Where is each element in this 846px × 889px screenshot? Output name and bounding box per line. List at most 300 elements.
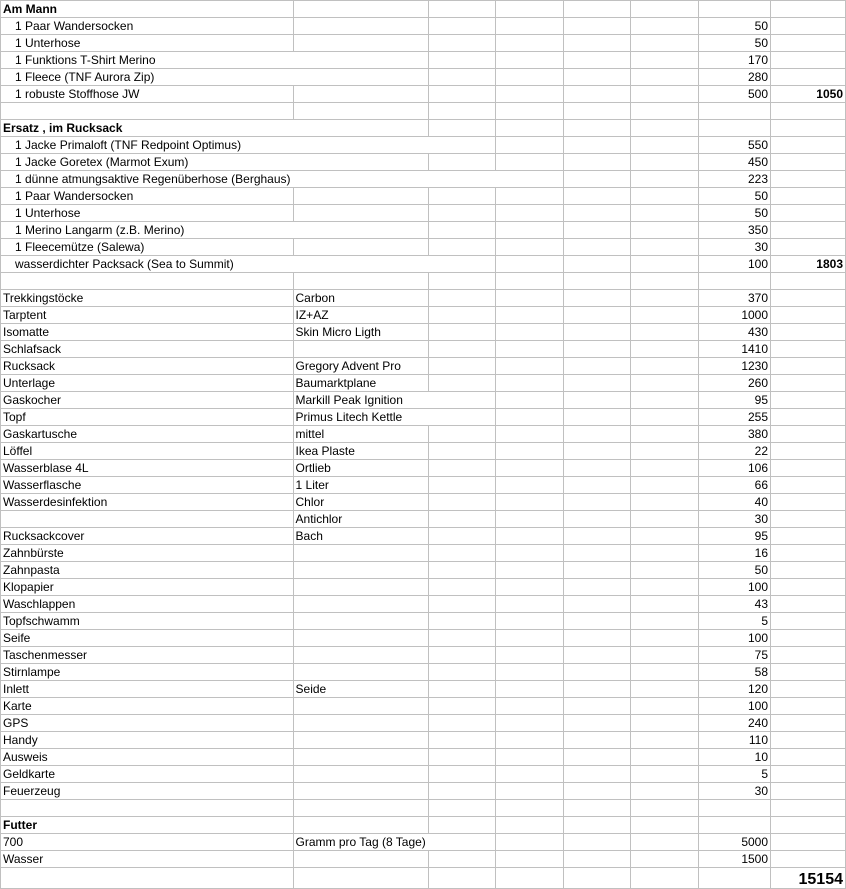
cell[interactable]: [631, 375, 699, 392]
item-name-cell[interactable]: Isomatte: [1, 324, 294, 341]
cell[interactable]: [631, 800, 699, 817]
cell[interactable]: [771, 307, 846, 324]
cell[interactable]: [771, 834, 846, 851]
subtotal-cell[interactable]: 1803: [771, 256, 846, 273]
cell[interactable]: [496, 1, 564, 18]
cell[interactable]: [496, 409, 564, 426]
item-name-cell[interactable]: Stirnlampe: [1, 664, 294, 681]
cell[interactable]: [428, 528, 496, 545]
cell[interactable]: [563, 783, 631, 800]
item-name-cell[interactable]: 1 robuste Stoffhose JW: [1, 86, 294, 103]
cell[interactable]: [428, 52, 496, 69]
cell[interactable]: [563, 392, 631, 409]
item-name-cell[interactable]: Topfschwamm: [1, 613, 294, 630]
cell[interactable]: [563, 120, 631, 137]
cell[interactable]: [293, 749, 428, 766]
cell[interactable]: [496, 630, 564, 647]
item-detail-cell[interactable]: Ikea Plaste: [293, 443, 428, 460]
cell[interactable]: [563, 290, 631, 307]
cell[interactable]: [1, 800, 294, 817]
cell[interactable]: [563, 528, 631, 545]
cell[interactable]: [631, 290, 699, 307]
cell[interactable]: [699, 817, 771, 834]
weight-cell[interactable]: 50: [699, 35, 771, 52]
cell[interactable]: [293, 817, 428, 834]
cell[interactable]: [563, 1, 631, 18]
cell[interactable]: [699, 1, 771, 18]
cell[interactable]: [771, 528, 846, 545]
cell[interactable]: [771, 103, 846, 120]
cell[interactable]: [293, 171, 428, 188]
cell[interactable]: [771, 205, 846, 222]
cell[interactable]: [428, 681, 496, 698]
weight-cell[interactable]: 5: [699, 766, 771, 783]
item-detail-cell[interactable]: Bach: [293, 528, 428, 545]
cell[interactable]: [496, 18, 564, 35]
cell[interactable]: [563, 239, 631, 256]
cell[interactable]: [631, 120, 699, 137]
cell[interactable]: [563, 409, 631, 426]
item-name-cell[interactable]: 1 Paar Wandersocken: [1, 188, 294, 205]
cell[interactable]: [293, 562, 428, 579]
cell[interactable]: [428, 120, 496, 137]
item-detail-cell[interactable]: Skin Micro Ligth: [293, 324, 428, 341]
cell[interactable]: [428, 426, 496, 443]
item-name-cell[interactable]: Seife: [1, 630, 294, 647]
cell[interactable]: [771, 681, 846, 698]
cell[interactable]: [428, 477, 496, 494]
cell[interactable]: [293, 664, 428, 681]
cell[interactable]: [496, 443, 564, 460]
cell[interactable]: [563, 664, 631, 681]
cell[interactable]: [771, 154, 846, 171]
cell[interactable]: [496, 188, 564, 205]
cell[interactable]: [631, 239, 699, 256]
cell[interactable]: [563, 613, 631, 630]
cell[interactable]: [563, 511, 631, 528]
cell[interactable]: [771, 188, 846, 205]
cell[interactable]: [631, 494, 699, 511]
cell[interactable]: [771, 817, 846, 834]
cell[interactable]: [771, 358, 846, 375]
cell[interactable]: [563, 375, 631, 392]
cell[interactable]: [496, 137, 564, 154]
item-name-cell[interactable]: 1 Unterhose: [1, 35, 294, 52]
cell[interactable]: [293, 851, 428, 868]
cell[interactable]: [631, 137, 699, 154]
weight-cell[interactable]: 22: [699, 443, 771, 460]
cell[interactable]: [563, 137, 631, 154]
weight-cell[interactable]: 30: [699, 239, 771, 256]
cell[interactable]: [631, 392, 699, 409]
cell[interactable]: [563, 630, 631, 647]
cell[interactable]: [563, 800, 631, 817]
cell[interactable]: [631, 511, 699, 528]
cell[interactable]: [563, 868, 631, 889]
cell[interactable]: [771, 715, 846, 732]
weight-cell[interactable]: 100: [699, 579, 771, 596]
cell[interactable]: [293, 596, 428, 613]
weight-cell[interactable]: 1230: [699, 358, 771, 375]
cell[interactable]: [496, 579, 564, 596]
cell[interactable]: [771, 1, 846, 18]
weight-cell[interactable]: 30: [699, 511, 771, 528]
cell[interactable]: [631, 205, 699, 222]
item-detail-cell[interactable]: Ortlieb: [293, 460, 428, 477]
cell[interactable]: [631, 647, 699, 664]
cell[interactable]: [428, 256, 496, 273]
weight-cell[interactable]: 106: [699, 460, 771, 477]
weight-cell[interactable]: 58: [699, 664, 771, 681]
weight-cell[interactable]: 95: [699, 528, 771, 545]
cell[interactable]: [771, 698, 846, 715]
cell[interactable]: [563, 647, 631, 664]
cell[interactable]: [771, 341, 846, 358]
cell[interactable]: [771, 766, 846, 783]
weight-cell[interactable]: 50: [699, 562, 771, 579]
item-name-cell[interactable]: Inlett: [1, 681, 294, 698]
item-detail-cell[interactable]: Carbon: [293, 290, 428, 307]
cell[interactable]: [293, 579, 428, 596]
section-title-cell[interactable]: Futter: [1, 817, 294, 834]
item-name-cell[interactable]: Taschenmesser: [1, 647, 294, 664]
cell[interactable]: [496, 375, 564, 392]
cell[interactable]: [631, 664, 699, 681]
cell[interactable]: [631, 698, 699, 715]
cell[interactable]: [293, 273, 428, 290]
cell[interactable]: [631, 35, 699, 52]
cell[interactable]: [631, 613, 699, 630]
cell[interactable]: [428, 171, 496, 188]
cell[interactable]: [428, 86, 496, 103]
cell[interactable]: [293, 103, 428, 120]
cell[interactable]: [631, 171, 699, 188]
cell[interactable]: [771, 222, 846, 239]
cell[interactable]: [496, 256, 564, 273]
item-name-cell[interactable]: Unterlage: [1, 375, 294, 392]
cell[interactable]: [771, 545, 846, 562]
cell[interactable]: [293, 188, 428, 205]
cell[interactable]: [293, 86, 428, 103]
cell[interactable]: [496, 460, 564, 477]
cell[interactable]: [631, 477, 699, 494]
cell[interactable]: [631, 358, 699, 375]
cell[interactable]: [771, 630, 846, 647]
cell[interactable]: [428, 596, 496, 613]
weight-cell[interactable]: 50: [699, 205, 771, 222]
weight-cell[interactable]: 75: [699, 647, 771, 664]
cell[interactable]: [631, 324, 699, 341]
cell[interactable]: [631, 443, 699, 460]
cell[interactable]: [496, 783, 564, 800]
grand-total-cell[interactable]: 15154: [771, 868, 846, 889]
item-name-cell[interactable]: Karte: [1, 698, 294, 715]
item-name-cell[interactable]: Ausweis: [1, 749, 294, 766]
cell[interactable]: [563, 851, 631, 868]
cell[interactable]: [563, 103, 631, 120]
cell[interactable]: [428, 375, 496, 392]
item-name-cell[interactable]: 1 Funktions T-Shirt Merino: [1, 52, 294, 69]
cell[interactable]: [699, 273, 771, 290]
item-name-cell[interactable]: Trekkingstöcke: [1, 290, 294, 307]
item-name-cell[interactable]: Löffel: [1, 443, 294, 460]
item-name-cell[interactable]: Gaskartusche: [1, 426, 294, 443]
cell[interactable]: [428, 460, 496, 477]
item-name-cell[interactable]: 1 Fleecemütze (Salewa): [1, 239, 294, 256]
cell[interactable]: [771, 409, 846, 426]
weight-cell[interactable]: 110: [699, 732, 771, 749]
cell[interactable]: [428, 35, 496, 52]
cell[interactable]: [428, 137, 496, 154]
cell[interactable]: [631, 681, 699, 698]
cell[interactable]: [563, 35, 631, 52]
cell[interactable]: [563, 579, 631, 596]
cell[interactable]: [293, 766, 428, 783]
cell[interactable]: [293, 715, 428, 732]
weight-cell[interactable]: 370: [699, 290, 771, 307]
cell[interactable]: [428, 103, 496, 120]
weight-cell[interactable]: 1500: [699, 851, 771, 868]
cell[interactable]: [631, 103, 699, 120]
item-name-cell[interactable]: GPS: [1, 715, 294, 732]
cell[interactable]: [428, 358, 496, 375]
cell[interactable]: [293, 120, 428, 137]
cell[interactable]: [771, 494, 846, 511]
item-name-cell[interactable]: Rucksack: [1, 358, 294, 375]
cell[interactable]: [428, 273, 496, 290]
cell[interactable]: [496, 800, 564, 817]
cell[interactable]: [428, 307, 496, 324]
weight-cell[interactable]: 66: [699, 477, 771, 494]
cell[interactable]: [771, 324, 846, 341]
cell[interactable]: [496, 205, 564, 222]
weight-cell[interactable]: 350: [699, 222, 771, 239]
weight-cell[interactable]: 500: [699, 86, 771, 103]
cell[interactable]: [496, 528, 564, 545]
cell[interactable]: [496, 664, 564, 681]
weight-cell[interactable]: 120: [699, 681, 771, 698]
cell[interactable]: [563, 273, 631, 290]
cell[interactable]: [428, 18, 496, 35]
cell[interactable]: [428, 290, 496, 307]
cell[interactable]: [771, 460, 846, 477]
cell[interactable]: [563, 358, 631, 375]
cell[interactable]: [631, 154, 699, 171]
cell[interactable]: [771, 18, 846, 35]
item-name-cell[interactable]: wasserdichter Packsack (Sea to Summit): [1, 256, 294, 273]
cell[interactable]: [631, 596, 699, 613]
cell[interactable]: [771, 511, 846, 528]
cell[interactable]: [496, 307, 564, 324]
cell[interactable]: [631, 783, 699, 800]
weight-cell[interactable]: 16: [699, 545, 771, 562]
cell[interactable]: [771, 171, 846, 188]
cell[interactable]: [496, 681, 564, 698]
cell[interactable]: [699, 120, 771, 137]
cell[interactable]: [293, 222, 428, 239]
cell[interactable]: [563, 188, 631, 205]
item-name-cell[interactable]: 1 Jacke Goretex (Marmot Exum): [1, 154, 294, 171]
weight-cell[interactable]: 550: [699, 137, 771, 154]
cell[interactable]: [428, 613, 496, 630]
cell[interactable]: [428, 154, 496, 171]
cell[interactable]: [771, 596, 846, 613]
weight-cell[interactable]: 50: [699, 188, 771, 205]
weight-cell[interactable]: 260: [699, 375, 771, 392]
cell[interactable]: [631, 341, 699, 358]
weight-cell[interactable]: 170: [699, 52, 771, 69]
item-name-cell[interactable]: 1 dünne atmungsaktive Regenüberhose (Berghaus): [1, 171, 294, 188]
cell[interactable]: [428, 647, 496, 664]
cell[interactable]: [631, 528, 699, 545]
cell[interactable]: [428, 664, 496, 681]
cell[interactable]: [631, 562, 699, 579]
item-name-cell[interactable]: Klopapier: [1, 579, 294, 596]
cell[interactable]: [428, 222, 496, 239]
cell[interactable]: [563, 749, 631, 766]
weight-cell[interactable]: 10: [699, 749, 771, 766]
weight-cell[interactable]: 1410: [699, 341, 771, 358]
cell[interactable]: [771, 392, 846, 409]
item-name-cell[interactable]: Zahnpasta: [1, 562, 294, 579]
cell[interactable]: [293, 800, 428, 817]
cell[interactable]: [428, 579, 496, 596]
cell[interactable]: [631, 18, 699, 35]
cell[interactable]: [771, 375, 846, 392]
cell[interactable]: [563, 477, 631, 494]
weight-cell[interactable]: 5: [699, 613, 771, 630]
item-detail-cell[interactable]: Markill Peak Ignition: [293, 392, 428, 409]
item-detail-cell[interactable]: Seide: [293, 681, 428, 698]
cell[interactable]: [496, 647, 564, 664]
cell[interactable]: [293, 18, 428, 35]
cell[interactable]: [496, 817, 564, 834]
cell[interactable]: [496, 426, 564, 443]
cell[interactable]: [631, 732, 699, 749]
item-name-cell[interactable]: Wasserdesinfektion: [1, 494, 294, 511]
cell[interactable]: [293, 35, 428, 52]
item-name-cell[interactable]: Zahnbürste: [1, 545, 294, 562]
cell[interactable]: [496, 596, 564, 613]
cell[interactable]: [428, 341, 496, 358]
item-name-cell[interactable]: Rucksackcover: [1, 528, 294, 545]
cell[interactable]: [496, 715, 564, 732]
cell[interactable]: [293, 205, 428, 222]
item-name-cell[interactable]: Waschlappen: [1, 596, 294, 613]
cell[interactable]: [293, 341, 428, 358]
cell[interactable]: [563, 341, 631, 358]
cell[interactable]: [563, 324, 631, 341]
cell[interactable]: [1, 103, 294, 120]
item-detail-cell[interactable]: 1 Liter: [293, 477, 428, 494]
cell[interactable]: [563, 732, 631, 749]
cell[interactable]: [428, 562, 496, 579]
cell[interactable]: [631, 52, 699, 69]
cell[interactable]: [771, 613, 846, 630]
section-title-cell[interactable]: Ersatz , im Rucksack: [1, 120, 294, 137]
weight-cell[interactable]: 50: [699, 18, 771, 35]
cell[interactable]: [496, 851, 564, 868]
weight-cell[interactable]: 450: [699, 154, 771, 171]
cell[interactable]: [428, 392, 496, 409]
cell[interactable]: [563, 596, 631, 613]
cell[interactable]: [771, 851, 846, 868]
cell[interactable]: [771, 783, 846, 800]
cell[interactable]: [1, 511, 294, 528]
cell[interactable]: [631, 188, 699, 205]
item-detail-cell[interactable]: Baumarktplane: [293, 375, 428, 392]
cell[interactable]: [631, 307, 699, 324]
item-name-cell[interactable]: Tarptent: [1, 307, 294, 324]
cell[interactable]: [428, 851, 496, 868]
cell[interactable]: [563, 171, 631, 188]
item-name-cell[interactable]: 1 Merino Langarm (z.B. Merino): [1, 222, 294, 239]
cell[interactable]: [563, 817, 631, 834]
cell[interactable]: [496, 290, 564, 307]
cell[interactable]: [428, 205, 496, 222]
cell[interactable]: [631, 86, 699, 103]
item-detail-cell[interactable]: Primus Litech Kettle: [293, 409, 428, 426]
cell[interactable]: [428, 409, 496, 426]
cell[interactable]: [496, 273, 564, 290]
cell[interactable]: [563, 205, 631, 222]
cell[interactable]: [428, 817, 496, 834]
cell[interactable]: [631, 834, 699, 851]
cell[interactable]: [771, 477, 846, 494]
item-detail-cell[interactable]: Chlor: [293, 494, 428, 511]
cell[interactable]: [293, 154, 428, 171]
cell[interactable]: [631, 630, 699, 647]
item-detail-cell[interactable]: Gregory Advent Pro: [293, 358, 428, 375]
cell[interactable]: [293, 545, 428, 562]
cell[interactable]: [631, 273, 699, 290]
cell[interactable]: [428, 188, 496, 205]
cell[interactable]: [563, 222, 631, 239]
weight-cell[interactable]: 1000: [699, 307, 771, 324]
cell[interactable]: [496, 868, 564, 889]
cell[interactable]: [428, 511, 496, 528]
cell[interactable]: [563, 766, 631, 783]
cell[interactable]: [771, 647, 846, 664]
cell[interactable]: [771, 137, 846, 154]
cell[interactable]: [631, 222, 699, 239]
cell[interactable]: [563, 18, 631, 35]
cell[interactable]: [496, 171, 564, 188]
cell[interactable]: [771, 52, 846, 69]
cell[interactable]: [496, 35, 564, 52]
cell[interactable]: [771, 273, 846, 290]
cell[interactable]: [771, 562, 846, 579]
cell[interactable]: [293, 69, 428, 86]
cell[interactable]: [631, 545, 699, 562]
cell[interactable]: [496, 239, 564, 256]
cell[interactable]: [496, 766, 564, 783]
cell[interactable]: [496, 86, 564, 103]
cell[interactable]: [428, 766, 496, 783]
cell[interactable]: [293, 239, 428, 256]
weight-cell[interactable]: 40: [699, 494, 771, 511]
cell[interactable]: [293, 868, 428, 889]
cell[interactable]: [496, 613, 564, 630]
item-name-cell[interactable]: 1 Paar Wandersocken: [1, 18, 294, 35]
cell[interactable]: [563, 494, 631, 511]
cell[interactable]: [496, 103, 564, 120]
cell[interactable]: [428, 239, 496, 256]
cell[interactable]: [771, 35, 846, 52]
cell[interactable]: [563, 426, 631, 443]
cell[interactable]: [496, 52, 564, 69]
cell[interactable]: [1, 868, 294, 889]
